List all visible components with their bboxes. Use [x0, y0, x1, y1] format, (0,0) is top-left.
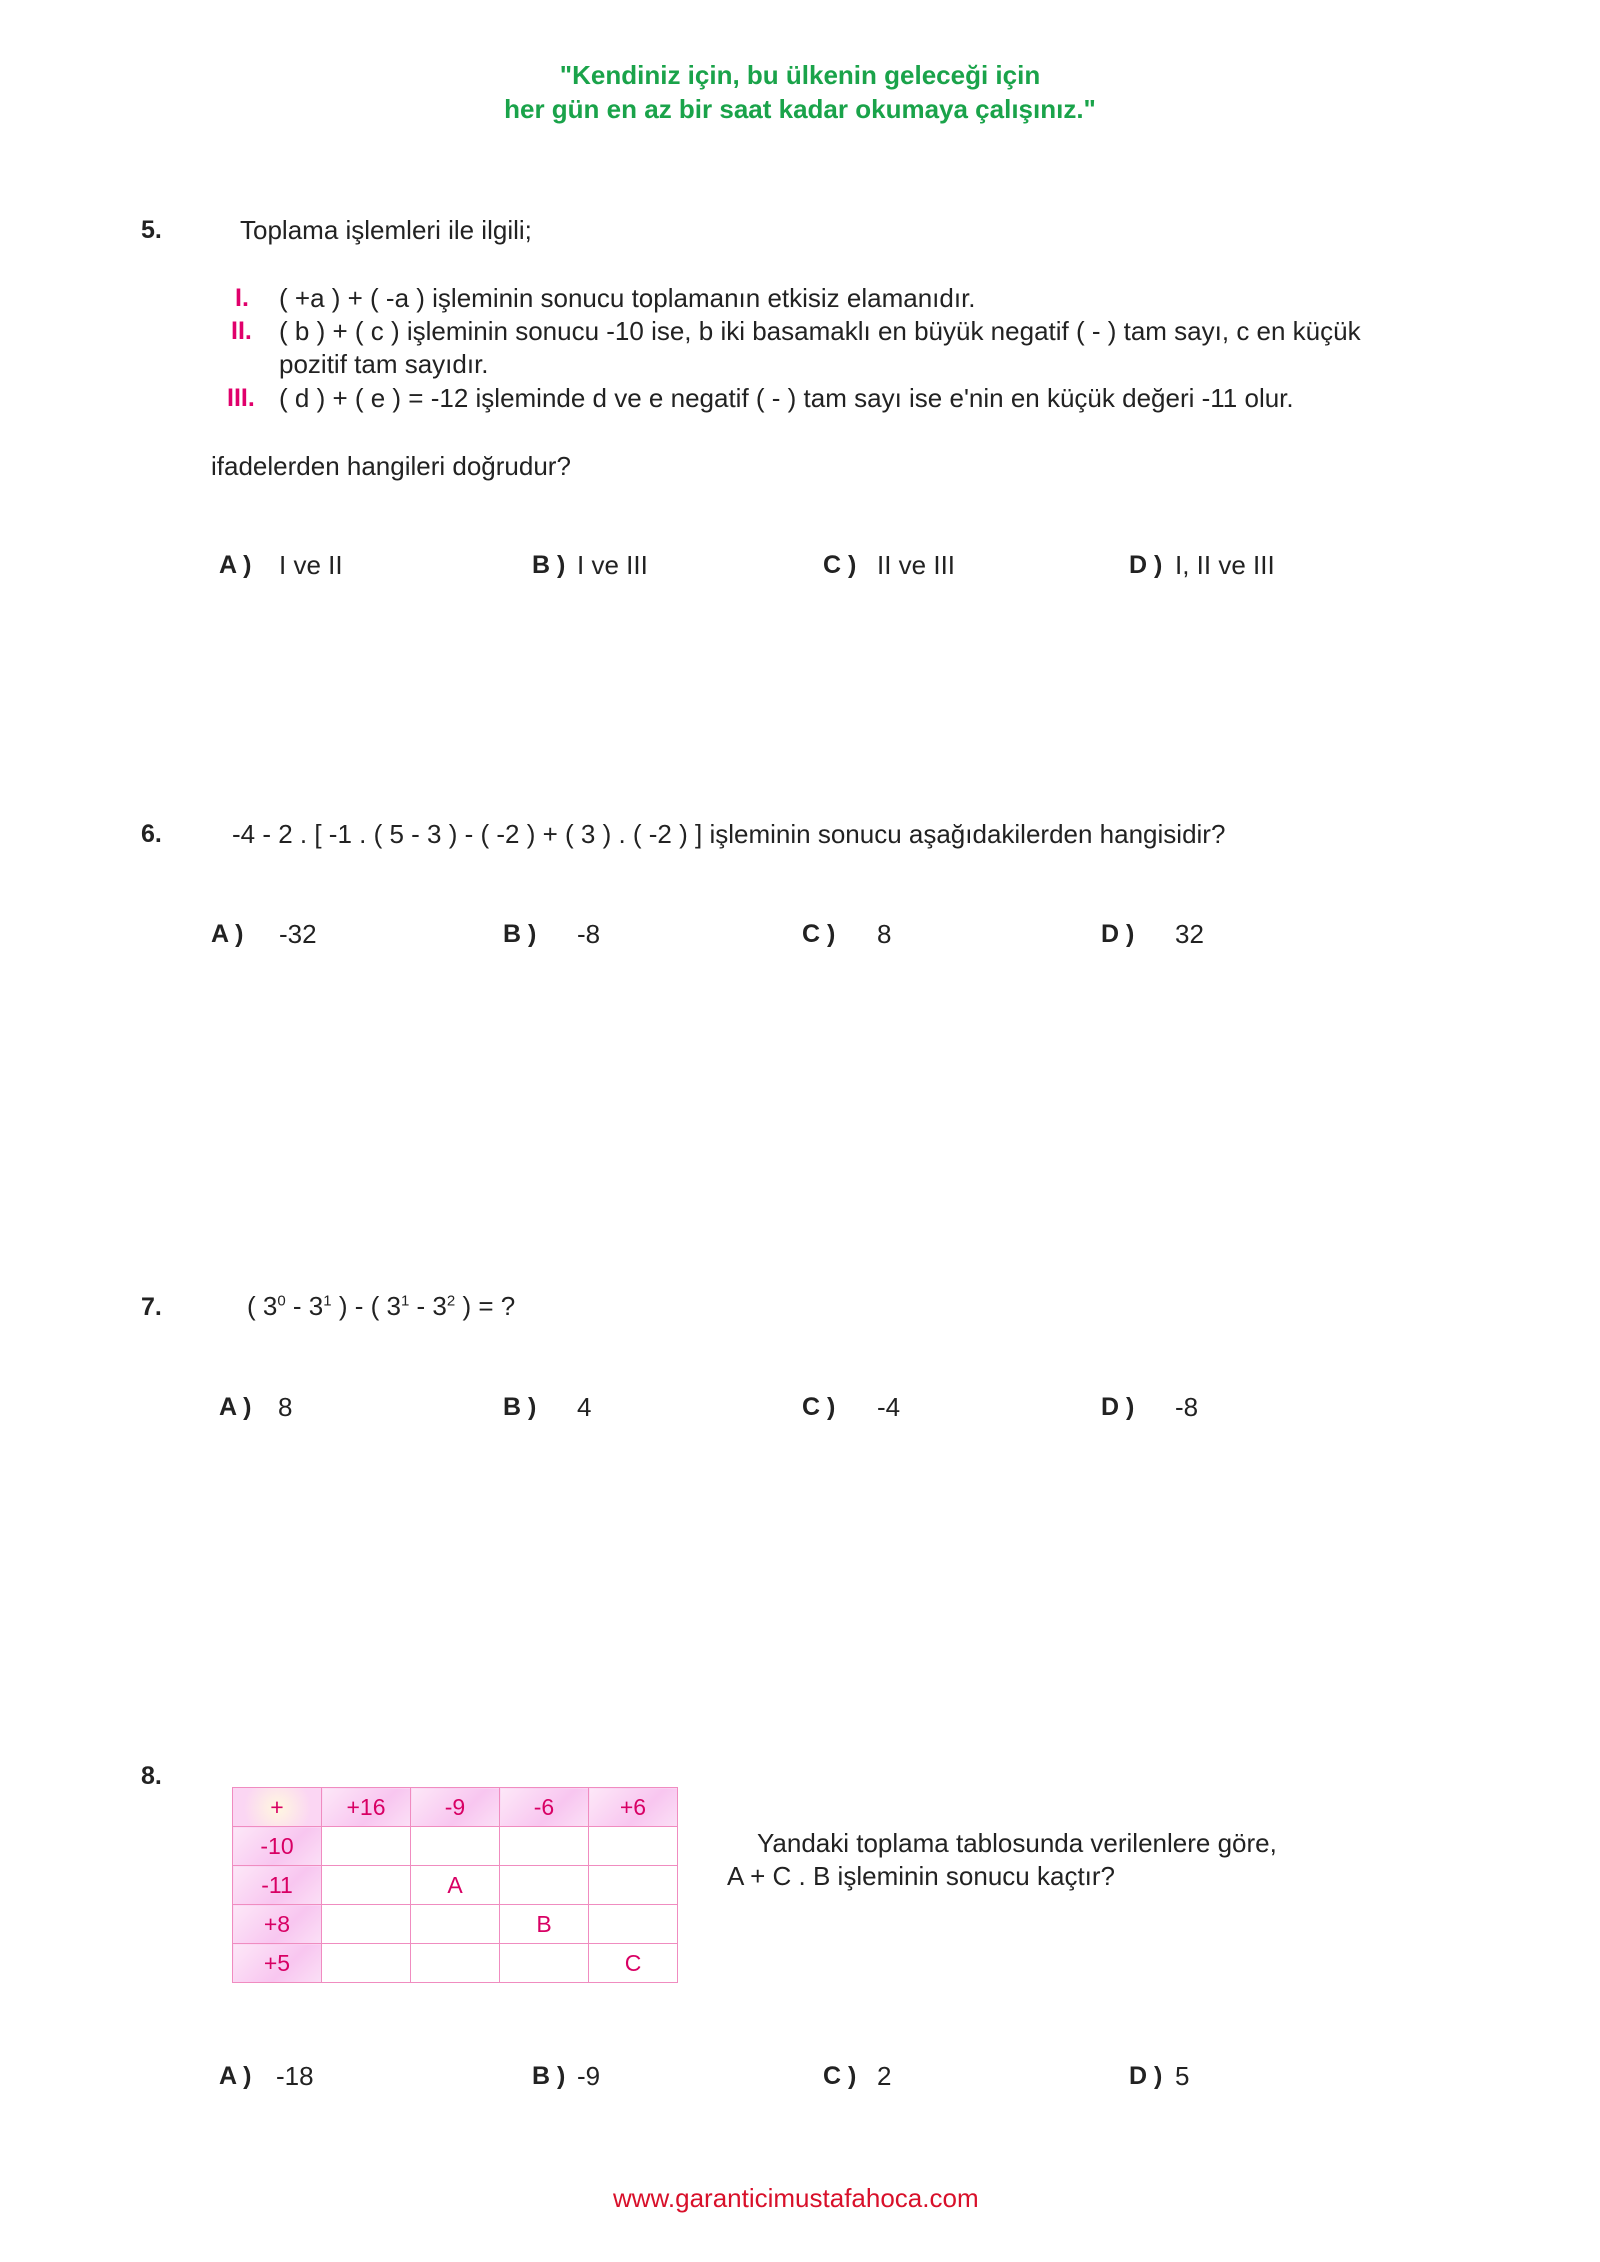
table-cell	[322, 1866, 411, 1905]
q6-option-d-value[interactable]: 32	[1175, 919, 1204, 949]
q6-option-d-label[interactable]: D )	[1101, 920, 1135, 948]
q7-option-a-value[interactable]: 8	[278, 1392, 293, 1422]
addition-table	[232, 1787, 678, 1983]
table-cell	[589, 1866, 678, 1905]
q7-option-d-label[interactable]: D )	[1101, 1393, 1135, 1421]
col-header: +6	[589, 1788, 678, 1827]
q8-option-b-label[interactable]: B )	[532, 2062, 566, 2090]
question-8-text-1: Yandaki toplama tablosunda verilenlere göre,	[757, 1828, 1277, 1858]
table-cell	[500, 1944, 589, 1983]
statement-3: ( d ) + ( e ) = -12 işleminde d ve e negatif ( - ) tam sayı ise e'nin en küçük değeri -11 olur.	[279, 383, 1294, 413]
table-cell: A	[411, 1866, 500, 1905]
col-header: +16	[322, 1788, 411, 1827]
question-7-expression: ( $3^0 - 3^1$ ) - ( $3^1 - 3^2$ ) = ?	[247, 1291, 516, 1321]
roman-numeral-1: I.	[235, 284, 249, 312]
table-cell	[322, 1827, 411, 1866]
q8-option-a-value[interactable]: -18	[276, 2061, 314, 2091]
q7-option-c-label[interactable]: C )	[802, 1393, 836, 1421]
q6-option-a-label[interactable]: A )	[211, 920, 244, 948]
q7-option-c-value[interactable]: -4	[877, 1392, 901, 1422]
table-cell	[322, 1944, 411, 1983]
table-cell: C	[589, 1944, 678, 1983]
q5-option-c-label[interactable]: C )	[823, 551, 857, 579]
q5-option-d-value[interactable]: I, II ve III	[1175, 550, 1275, 580]
roman-numeral-2: II.	[231, 317, 252, 345]
col-header: -6	[500, 1788, 589, 1827]
table-cell	[411, 1905, 500, 1944]
table-header-row	[233, 1788, 678, 1827]
statement-2-continued: pozitif tam sayıdır.	[279, 349, 489, 379]
question-5-intro: Toplama işlemleri ile ilgili;	[240, 215, 532, 245]
table-row	[233, 1905, 678, 1944]
table-cell	[500, 1827, 589, 1866]
statement-2: ( b ) + ( c ) işleminin sonucu -10 ise, b iki basamaklı en büyük negatif ( - ) tam sayı, c en küçük	[279, 316, 1361, 346]
question-8-text-2: A + C . B işleminin sonucu kaçtır?	[727, 1861, 1116, 1891]
q6-option-b-value[interactable]: -8	[577, 919, 601, 949]
q8-option-c-value[interactable]: 2	[877, 2061, 892, 2091]
row-header: -10	[233, 1827, 322, 1866]
q5-option-a-value[interactable]: I ve II	[279, 550, 343, 580]
table-cell	[500, 1866, 589, 1905]
q5-option-b-value[interactable]: I ve III	[577, 550, 648, 580]
q5-option-d-label[interactable]: D )	[1129, 551, 1163, 579]
q7-option-d-value[interactable]: -8	[1175, 1392, 1199, 1422]
question-5-number: 5.	[141, 216, 162, 244]
q8-option-c-label[interactable]: C )	[823, 2062, 857, 2090]
table-cell	[322, 1905, 411, 1944]
q8-option-d-value[interactable]: 5	[1175, 2061, 1190, 2091]
row-header: -11	[233, 1866, 322, 1905]
q8-option-a-label[interactable]: A )	[219, 2062, 252, 2090]
question-6-number: 6.	[141, 820, 162, 848]
footer-website-link[interactable]: www.garanticimustafahoca.com	[613, 2183, 979, 2213]
motto-line-1: "Kendiniz için, bu ülkenin geleceği için	[559, 60, 1041, 90]
q7-option-b-value[interactable]: 4	[577, 1392, 592, 1422]
question-7-number: 7.	[141, 1293, 162, 1321]
row-header: +8	[233, 1905, 322, 1944]
table-cell: B	[500, 1905, 589, 1944]
table-cell	[589, 1905, 678, 1944]
col-header: -9	[411, 1788, 500, 1827]
q5-option-b-label[interactable]: B )	[532, 551, 566, 579]
table-row	[233, 1827, 678, 1866]
q8-option-d-label[interactable]: D )	[1129, 2062, 1163, 2090]
table-corner-plus: +	[233, 1788, 322, 1827]
roman-numeral-3: III.	[227, 384, 255, 412]
table-row	[233, 1944, 678, 1983]
q6-option-b-label[interactable]: B )	[503, 920, 537, 948]
q5-option-a-label[interactable]: A )	[219, 551, 252, 579]
statement-1: ( +a ) + ( -a ) işleminin sonucu toplamanın etkisiz elamanıdır.	[279, 283, 976, 313]
table-cell	[411, 1827, 500, 1866]
table-cell	[411, 1944, 500, 1983]
q7-option-b-label[interactable]: B )	[503, 1393, 537, 1421]
q5-option-c-value[interactable]: II ve III	[877, 550, 956, 580]
row-header: +5	[233, 1944, 322, 1983]
table-row	[233, 1866, 678, 1905]
question-6-text: -4 - 2 . [ -1 . ( 5 - 3 ) - ( -2 ) + ( 3 ) . ( -2 ) ] işleminin sonucu aşağıdakilerden hangisidir?	[232, 819, 1226, 849]
question-8-number: 8.	[141, 1762, 162, 1790]
q6-option-a-value[interactable]: -32	[279, 919, 317, 949]
q7-option-a-label[interactable]: A )	[219, 1393, 252, 1421]
q6-option-c-label[interactable]: C )	[802, 920, 836, 948]
motto-line-2: her gün en az bir saat kadar okumaya çalışınız."	[504, 94, 1096, 124]
q8-option-b-value[interactable]: -9	[577, 2061, 601, 2091]
q6-option-c-value[interactable]: 8	[877, 919, 892, 949]
question-5-prompt: ifadelerden hangileri doğrudur?	[211, 451, 571, 481]
table-cell	[589, 1827, 678, 1866]
